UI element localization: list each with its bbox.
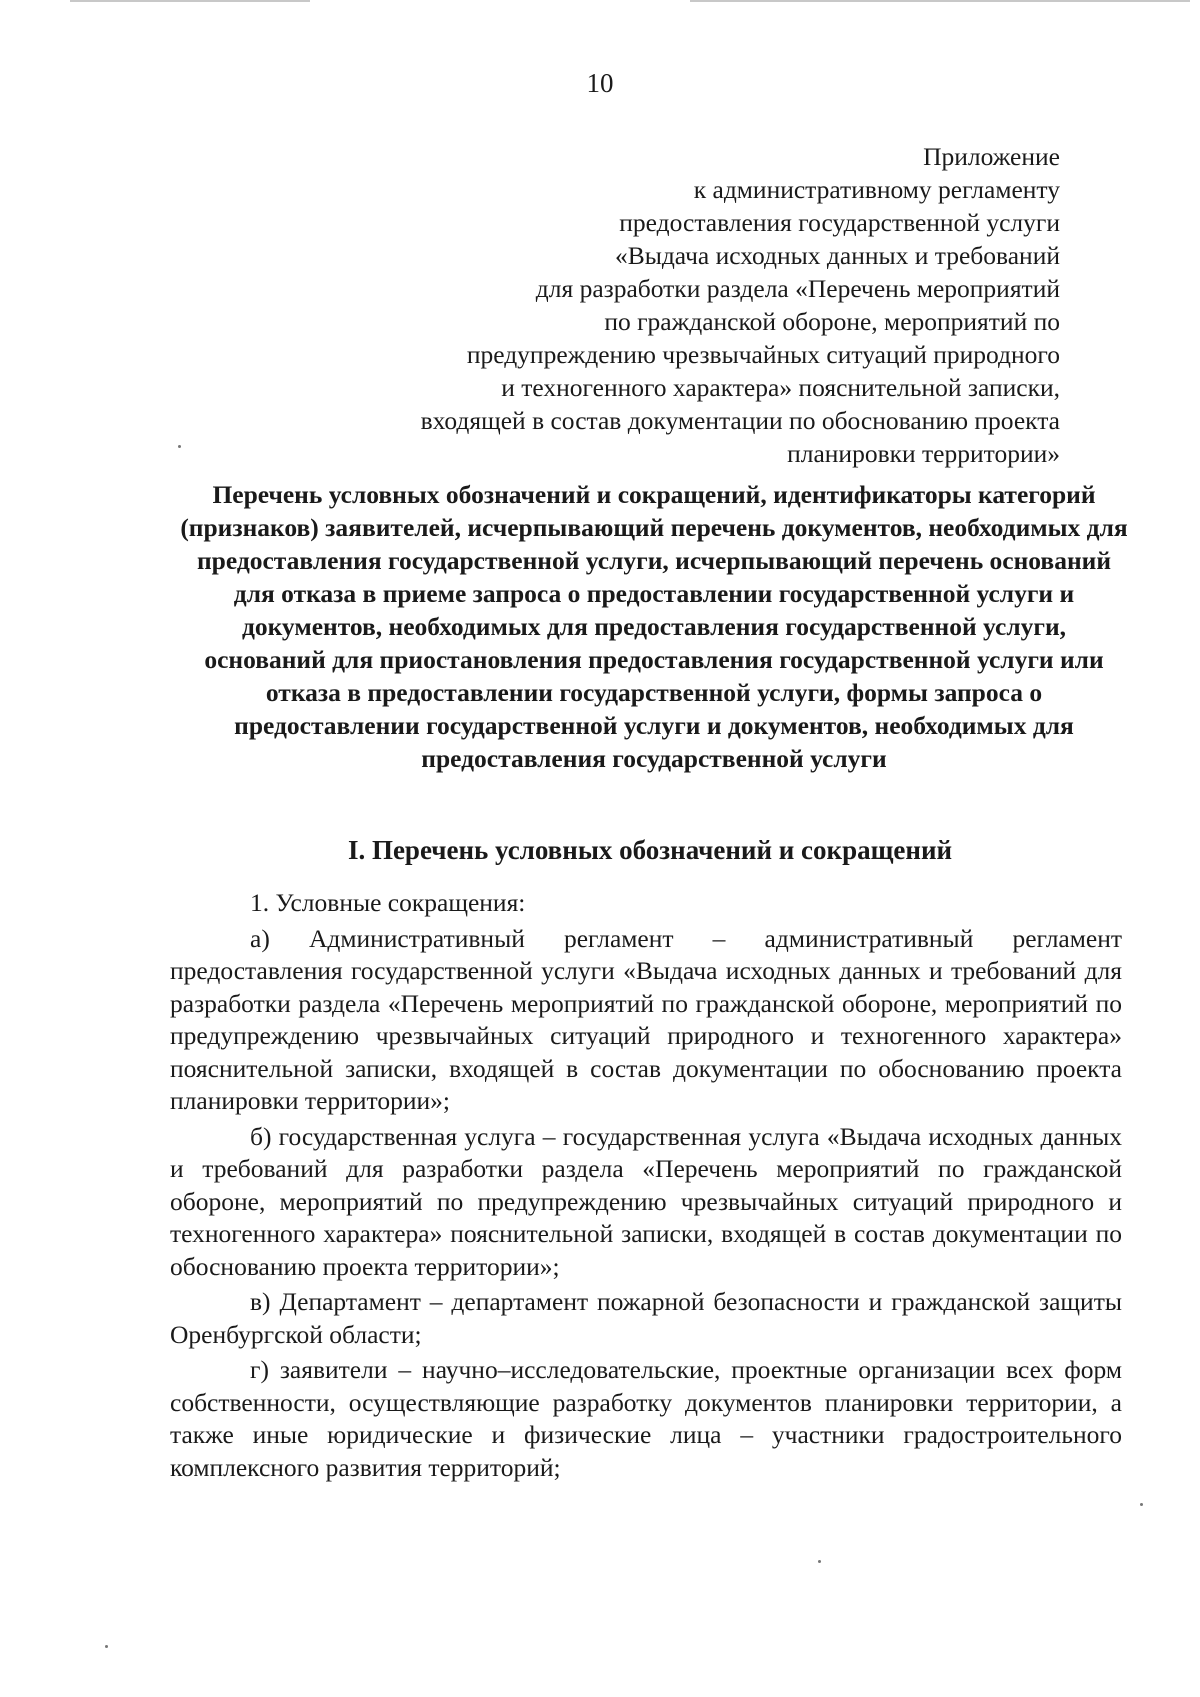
appendix-header	[421, 140, 1060, 470]
appendix-line: предупреждению чрезвычайных ситуаций природного	[466, 340, 1060, 369]
document-title: Перечень условных обозначений и сокращений, идентификаторы категорий (признаков) заявителей, исчерпывающий перечень документов, необходимых для предоставления государственной услуги, исчерпывающий перечень оснований для отказа в приеме запроса о предоставлении государственной услуги и документов, необходимых для предоставления государственной услуги, оснований для приостановления предоставления государственной услуги или отказа в предоставлении государственной услуги, формы запроса о предоставлении государственной услуги и документов, необходимых для предоставления государственной услуги	[180, 480, 1128, 773]
appendix-line: планировки территории»	[787, 439, 1060, 468]
appendix-line: к административному регламенту	[693, 175, 1060, 204]
appendix-line: входящей в состав документации по обоснованию проекта	[420, 406, 1060, 435]
paragraph: в) Департамент – департамент пожарной безопасности и гражданской защиты Оренбургской области;	[170, 1287, 1122, 1349]
appendix-line: «Выдача исходных данных и требований	[614, 241, 1060, 270]
paragraph: а) Административный регламент – административный регламент предоставления государственной услуги «Выдача исходных данных и требований для разработки раздела «Перечень мероприятий по гражданской обороне, мероприятий по предупреждению чрезвычайных ситуаций природного и техногенного характера» пояснительной записки, входящей в состав документации по обоснованию проекта планировки территории»;	[170, 923, 1122, 1115]
scan-speck	[105, 1645, 108, 1648]
appendix-line: предоставления государственной услуги	[619, 208, 1060, 237]
paragraph: г) заявители – научно–исследовательские, проектные организации всех форм собственности, осуществляющие разработку документов планировки территории, а также иные юридические и физические лица – участники градостроительного комплексного развития территорий;	[170, 1355, 1122, 1482]
scan-edge-right	[690, 0, 1190, 2]
section-heading: I. Перечень условных обозначений и сокращений	[347, 835, 953, 865]
scan-speck	[1140, 1503, 1143, 1506]
appendix-line: и техногенного характера» пояснительной записки,	[501, 373, 1060, 402]
paragraph: 1. Условные сокращения:	[250, 888, 526, 917]
scan-edge-left	[70, 0, 310, 2]
appendix-line: Приложение	[923, 142, 1060, 171]
scan-speck	[178, 445, 181, 448]
appendix-line: по гражданской обороне, мероприятий по	[604, 307, 1060, 336]
page-number: 10	[586, 68, 614, 98]
body-text	[170, 887, 1122, 1487]
scan-speck	[818, 1560, 821, 1563]
paragraph: б) государственная услуга – государственная услуга «Выдача исходных данных и требований для разработки раздела «Перечень мероприятий по гражданской обороне, мероприятий по предупреждению чрезвычайных ситуаций природного и техногенного характера» пояснительной записки, входящей в состав документации по обоснованию проекта территории»;	[170, 1121, 1122, 1281]
appendix-line: для разработки раздела «Перечень мероприятий	[535, 274, 1060, 303]
